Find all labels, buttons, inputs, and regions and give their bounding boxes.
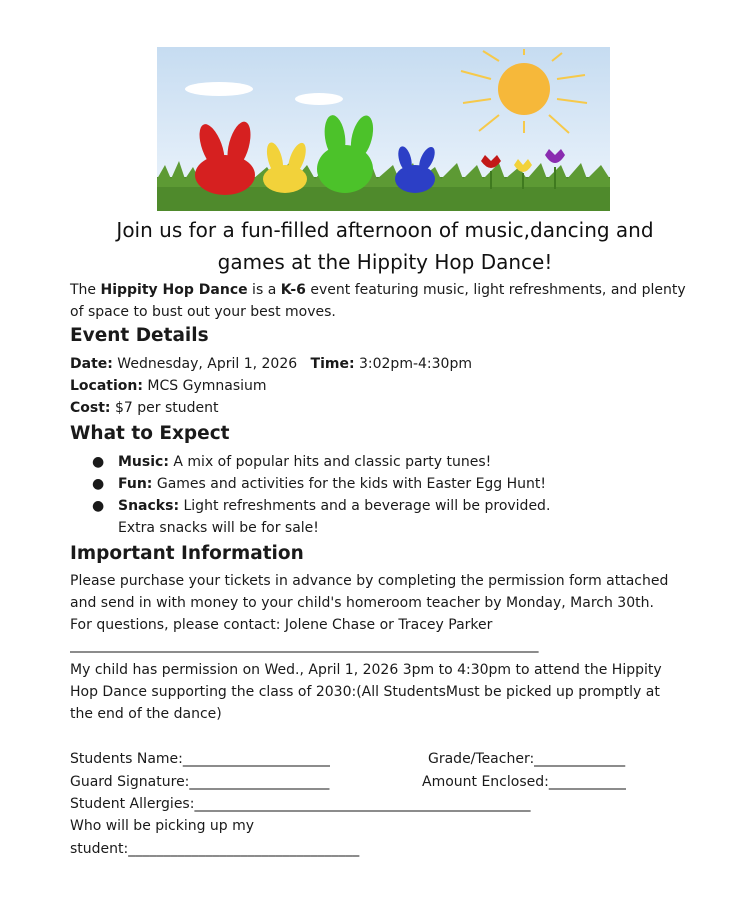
list-item	[70, 476, 546, 492]
grade-range: K-6	[280, 282, 306, 298]
location-line	[70, 378, 267, 394]
guard-signature-field: Guard Signature:____________________	[70, 774, 330, 790]
location-label: Location:	[70, 378, 143, 394]
info-line: Please purchase your tickets in advance by completing the permission form attached	[70, 573, 669, 589]
text: event featuring music, light refreshments, and plenty	[305, 282, 686, 298]
grade-teacher-field: Grade/Teacher:_____________	[428, 751, 626, 767]
important-info-heading: Important Information	[70, 543, 304, 564]
text: is a	[247, 282, 281, 298]
info-line: For questions, please contact: Jolene Chase or Tracey Parker	[70, 617, 493, 633]
headline	[40, 214, 730, 278]
intro-paragraph-line2: of space to bust out your best moves.	[70, 304, 336, 320]
headline-line: Join us for a fun-filled afternoon of music,dancing and	[116, 218, 654, 242]
event-name: Hippity Hop Dance	[100, 282, 248, 298]
item-label: Music:	[118, 454, 169, 470]
date-time-line	[70, 356, 472, 372]
student-name-field: Students Name:_____________________	[70, 751, 330, 767]
cost-line	[70, 400, 218, 416]
text: The	[70, 282, 101, 298]
event-details-heading: Event Details	[70, 325, 209, 346]
list-item	[70, 454, 491, 470]
location-value: MCS Gymnasium	[142, 378, 267, 394]
bullet-icon: ●	[92, 454, 105, 470]
list-item	[70, 498, 550, 514]
date-label: Date:	[70, 356, 113, 372]
cut-line-separator: ________________________________________________________________________	[70, 637, 538, 653]
cost-label: Cost:	[70, 400, 111, 416]
cost-value: $7 per student	[110, 400, 219, 416]
time-label: Time:	[310, 356, 355, 372]
date-value: Wednesday, April 1, 2026	[112, 356, 298, 372]
item-text: A mix of popular hits and classic party tunes!	[168, 454, 492, 470]
info-line: and send in with money to your child's homeroom teacher by Monday, March 30th.	[70, 595, 654, 611]
permission-line: My child has permission on Wed., April 1, 2026 3pm to 4:30pm to attend the Hippity	[70, 662, 662, 678]
bullet-icon: ●	[92, 498, 105, 514]
permission-line: the end of the dance)	[70, 706, 222, 722]
headline-line: games at the Hippity Hop Dance!	[217, 250, 553, 274]
what-to-expect-heading: What to Expect	[70, 423, 230, 444]
intro-paragraph	[70, 282, 686, 298]
cloud-icon	[185, 82, 253, 96]
item-text: Light refreshments and a beverage will be provided.	[179, 498, 551, 514]
bunny-banner-illustration	[157, 47, 610, 211]
pickup-label: Who will be picking up my	[70, 818, 255, 834]
item-text: Games and activities for the kids with Easter Egg Hunt!	[152, 476, 547, 492]
cloud-icon	[295, 93, 343, 105]
item-label: Snacks:	[118, 498, 180, 514]
list-item-continuation: Extra snacks will be for sale!	[118, 520, 319, 536]
permission-line: Hop Dance supporting the class of 2030:(All StudentsMust be picked up promptly at	[70, 684, 660, 700]
bullet-icon: ●	[92, 476, 105, 492]
allergies-field: Student Allergies:________________________________________________	[70, 796, 531, 812]
time-value: 3:02pm-4:30pm	[354, 356, 472, 372]
item-label: Fun:	[118, 476, 153, 492]
amount-enclosed-field: Amount Enclosed:___________	[422, 774, 626, 790]
pickup-field: student:_________________________________	[70, 841, 360, 857]
